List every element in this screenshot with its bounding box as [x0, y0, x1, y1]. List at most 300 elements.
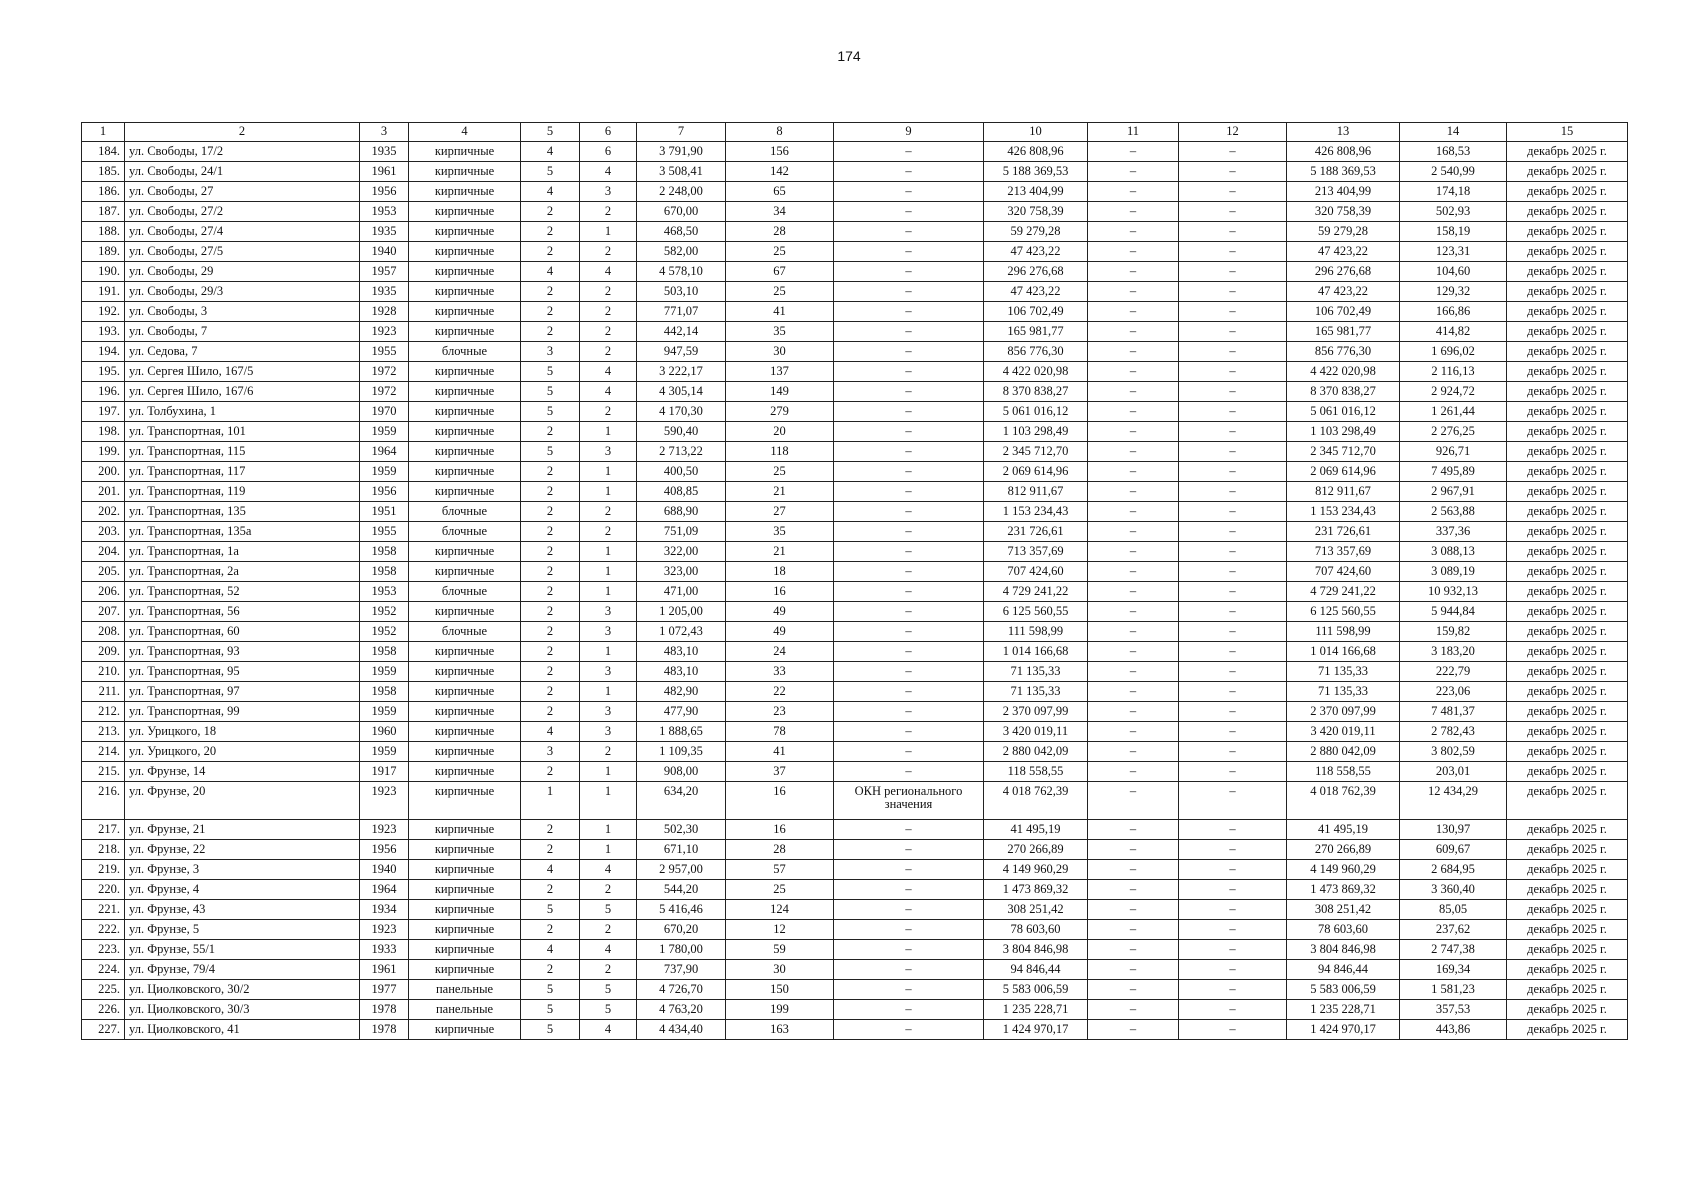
table-row	[82, 940, 1628, 960]
cell-cost-col-12: –	[1179, 202, 1287, 222]
cell-cost-col-12: –	[1179, 980, 1287, 1000]
cell-floors: 2	[521, 522, 580, 542]
cell-address: ул. Свободы, 27/5	[125, 242, 360, 262]
cell-address: ул. Фрунзе, 21	[125, 820, 360, 840]
column-header: 13	[1287, 123, 1400, 142]
table-row	[82, 900, 1628, 920]
table-row	[82, 542, 1628, 562]
column-header: 12	[1179, 123, 1287, 142]
cell-wall-material: кирпичные	[409, 840, 521, 860]
cell-cost-col-11: –	[1088, 940, 1179, 960]
cell-cost-col-11: –	[1088, 582, 1179, 602]
cell-cost-col-12: –	[1179, 162, 1287, 182]
column-header: 10	[984, 123, 1088, 142]
cell-entrances: 4	[580, 262, 637, 282]
table-row	[82, 1020, 1628, 1040]
cell-wall-material: кирпичные	[409, 1020, 521, 1040]
cell-floors: 2	[521, 302, 580, 322]
cell-entrances: 2	[580, 880, 637, 900]
cell-cost-per-unit: 3 088,13	[1400, 542, 1507, 562]
cell-address: ул. Циолковского, 30/2	[125, 980, 360, 1000]
cell-deadline: декабрь 2025 г.	[1507, 840, 1628, 860]
cell-area: 3 508,41	[637, 162, 726, 182]
cell-year-built: 1923	[360, 820, 409, 840]
column-header: 15	[1507, 123, 1628, 142]
cell-area: 4 305,14	[637, 382, 726, 402]
cell-heritage-status: –	[834, 602, 984, 622]
cell-year-built: 1952	[360, 622, 409, 642]
cell-area: 590,40	[637, 422, 726, 442]
cell-year-built: 1958	[360, 682, 409, 702]
cell-row-number: 218.	[82, 840, 125, 860]
cell-entrances: 5	[580, 900, 637, 920]
cell-row-number: 223.	[82, 940, 125, 960]
cell-year-built: 1935	[360, 222, 409, 242]
cell-entrances: 2	[580, 322, 637, 342]
cell-cost: 6 125 560,55	[984, 602, 1088, 622]
cell-row-number: 224.	[82, 960, 125, 980]
cell-cost: 78 603,60	[984, 920, 1088, 940]
cell-entrances: 1	[580, 782, 637, 820]
cell-deadline: декабрь 2025 г.	[1507, 642, 1628, 662]
cell-residents: 30	[726, 342, 834, 362]
cell-address: ул. Транспортная, 60	[125, 622, 360, 642]
cell-row-number: 206.	[82, 582, 125, 602]
cell-heritage-status: –	[834, 502, 984, 522]
cell-heritage-status: –	[834, 342, 984, 362]
cell-cost: 8 370 838,27	[984, 382, 1088, 402]
cell-floors: 2	[521, 840, 580, 860]
cell-cost-total: 111 598,99	[1287, 622, 1400, 642]
cell-address: ул. Циолковского, 30/3	[125, 1000, 360, 1020]
cell-year-built: 1961	[360, 162, 409, 182]
cell-wall-material: кирпичные	[409, 742, 521, 762]
cell-residents: 25	[726, 282, 834, 302]
cell-address: ул. Транспортная, 115	[125, 442, 360, 462]
cell-address: ул. Транспортная, 101	[125, 422, 360, 442]
cell-area: 323,00	[637, 562, 726, 582]
cell-area: 771,07	[637, 302, 726, 322]
cell-wall-material: кирпичные	[409, 702, 521, 722]
cell-heritage-status: –	[834, 162, 984, 182]
cell-area: 442,14	[637, 322, 726, 342]
cell-cost: 320 758,39	[984, 202, 1088, 222]
cell-cost: 1 014 166,68	[984, 642, 1088, 662]
cell-entrances: 1	[580, 482, 637, 502]
cell-cost: 2 370 097,99	[984, 702, 1088, 722]
cell-cost-total: 213 404,99	[1287, 182, 1400, 202]
cell-address: ул. Транспортная, 135а	[125, 522, 360, 542]
cell-year-built: 1978	[360, 1020, 409, 1040]
cell-address: ул. Свободы, 27/2	[125, 202, 360, 222]
cell-address: ул. Фрунзе, 55/1	[125, 940, 360, 960]
cell-cost-col-11: –	[1088, 960, 1179, 980]
cell-area: 908,00	[637, 762, 726, 782]
cell-cost: 2 345 712,70	[984, 442, 1088, 462]
cell-cost-col-11: –	[1088, 522, 1179, 542]
cell-residents: 16	[726, 782, 834, 820]
cell-residents: 41	[726, 742, 834, 762]
cell-cost-col-11: –	[1088, 282, 1179, 302]
cell-cost-col-12: –	[1179, 782, 1287, 820]
cell-cost-total: 41 495,19	[1287, 820, 1400, 840]
cell-wall-material: кирпичные	[409, 662, 521, 682]
cell-deadline: декабрь 2025 г.	[1507, 382, 1628, 402]
cell-address: ул. Транспортная, 2а	[125, 562, 360, 582]
cell-entrances: 4	[580, 162, 637, 182]
cell-cost-col-11: –	[1088, 222, 1179, 242]
cell-address: ул. Урицкого, 20	[125, 742, 360, 762]
cell-cost-per-unit: 3 183,20	[1400, 642, 1507, 662]
cell-deadline: декабрь 2025 г.	[1507, 662, 1628, 682]
cell-cost: 812 911,67	[984, 482, 1088, 502]
cell-row-number: 195.	[82, 362, 125, 382]
cell-cost-per-unit: 2 563,88	[1400, 502, 1507, 522]
cell-cost-total: 165 981,77	[1287, 322, 1400, 342]
cell-area: 947,59	[637, 342, 726, 362]
cell-entrances: 1	[580, 422, 637, 442]
cell-deadline: декабрь 2025 г.	[1507, 782, 1628, 820]
cell-wall-material: блочные	[409, 582, 521, 602]
cell-heritage-status: –	[834, 940, 984, 960]
cell-year-built: 1978	[360, 1000, 409, 1020]
cell-area: 2 713,22	[637, 442, 726, 462]
cell-cost: 1 103 298,49	[984, 422, 1088, 442]
cell-entrances: 2	[580, 242, 637, 262]
column-header: 1	[82, 123, 125, 142]
table-row	[82, 762, 1628, 782]
cell-year-built: 1972	[360, 382, 409, 402]
cell-wall-material: кирпичные	[409, 542, 521, 562]
cell-entrances: 2	[580, 342, 637, 362]
cell-residents: 25	[726, 880, 834, 900]
cell-heritage-status: –	[834, 182, 984, 202]
table-row	[82, 980, 1628, 1000]
cell-row-number: 190.	[82, 262, 125, 282]
cell-area: 1 205,00	[637, 602, 726, 622]
cell-address: ул. Транспортная, 135	[125, 502, 360, 522]
cell-wall-material: блочные	[409, 342, 521, 362]
cell-heritage-status: –	[834, 900, 984, 920]
cell-deadline: декабрь 2025 г.	[1507, 242, 1628, 262]
cell-address: ул. Свободы, 7	[125, 322, 360, 342]
cell-wall-material: панельные	[409, 1000, 521, 1020]
cell-deadline: декабрь 2025 г.	[1507, 940, 1628, 960]
cell-cost-col-11: –	[1088, 342, 1179, 362]
cell-wall-material: кирпичные	[409, 940, 521, 960]
cell-floors: 2	[521, 662, 580, 682]
cell-cost-total: 5 188 369,53	[1287, 162, 1400, 182]
cell-cost-total: 59 279,28	[1287, 222, 1400, 242]
cell-area: 477,90	[637, 702, 726, 722]
cell-residents: 78	[726, 722, 834, 742]
table-row	[82, 442, 1628, 462]
cell-year-built: 1970	[360, 402, 409, 422]
cell-year-built: 1940	[360, 860, 409, 880]
cell-year-built: 1972	[360, 362, 409, 382]
cell-floors: 4	[521, 182, 580, 202]
cell-heritage-status: –	[834, 262, 984, 282]
cell-residents: 16	[726, 820, 834, 840]
cell-cost-per-unit: 2 747,38	[1400, 940, 1507, 960]
cell-residents: 41	[726, 302, 834, 322]
cell-cost-col-11: –	[1088, 642, 1179, 662]
cell-cost-col-11: –	[1088, 302, 1179, 322]
cell-address: ул. Фрунзе, 3	[125, 860, 360, 880]
table-row	[82, 622, 1628, 642]
cell-floors: 2	[521, 202, 580, 222]
table-row	[82, 742, 1628, 762]
table-row	[82, 642, 1628, 662]
cell-cost-col-12: –	[1179, 362, 1287, 382]
table-row	[82, 262, 1628, 282]
cell-row-number: 189.	[82, 242, 125, 262]
cell-cost-total: 320 758,39	[1287, 202, 1400, 222]
cell-row-number: 215.	[82, 762, 125, 782]
cell-deadline: декабрь 2025 г.	[1507, 482, 1628, 502]
cell-floors: 5	[521, 1020, 580, 1040]
cell-residents: 67	[726, 262, 834, 282]
cell-cost-per-unit: 2 967,91	[1400, 482, 1507, 502]
cell-deadline: декабрь 2025 г.	[1507, 742, 1628, 762]
cell-area: 670,20	[637, 920, 726, 940]
cell-row-number: 227.	[82, 1020, 125, 1040]
cell-row-number: 216.	[82, 782, 125, 820]
cell-floors: 2	[521, 820, 580, 840]
cell-cost-total: 106 702,49	[1287, 302, 1400, 322]
cell-area: 688,90	[637, 502, 726, 522]
cell-cost: 713 357,69	[984, 542, 1088, 562]
cell-area: 471,00	[637, 582, 726, 602]
cell-year-built: 1956	[360, 182, 409, 202]
table-row	[82, 422, 1628, 442]
cell-row-number: 201.	[82, 482, 125, 502]
cell-cost-col-11: –	[1088, 262, 1179, 282]
cell-cost-per-unit: 222,79	[1400, 662, 1507, 682]
cell-deadline: декабрь 2025 г.	[1507, 522, 1628, 542]
cell-cost-per-unit: 414,82	[1400, 322, 1507, 342]
cell-cost: 165 981,77	[984, 322, 1088, 342]
cell-cost-total: 1 103 298,49	[1287, 422, 1400, 442]
cell-area: 4 434,40	[637, 1020, 726, 1040]
cell-wall-material: кирпичные	[409, 682, 521, 702]
cell-cost-col-11: –	[1088, 362, 1179, 382]
cell-cost-total: 71 135,33	[1287, 682, 1400, 702]
cell-wall-material: кирпичные	[409, 900, 521, 920]
cell-cost-per-unit: 7 495,89	[1400, 462, 1507, 482]
cell-cost-col-12: –	[1179, 900, 1287, 920]
cell-cost-per-unit: 2 684,95	[1400, 860, 1507, 880]
cell-year-built: 1923	[360, 782, 409, 820]
cell-area: 1 072,43	[637, 622, 726, 642]
cell-heritage-status: –	[834, 142, 984, 162]
cell-cost: 4 729 241,22	[984, 582, 1088, 602]
cell-heritage-status: –	[834, 722, 984, 742]
cell-heritage-status: –	[834, 840, 984, 860]
table-row	[82, 162, 1628, 182]
cell-cost-total: 6 125 560,55	[1287, 602, 1400, 622]
cell-deadline: декабрь 2025 г.	[1507, 362, 1628, 382]
cell-deadline: декабрь 2025 г.	[1507, 562, 1628, 582]
cell-residents: 12	[726, 920, 834, 940]
cell-cost-total: 707 424,60	[1287, 562, 1400, 582]
cell-entrances: 5	[580, 980, 637, 1000]
cell-cost-per-unit: 159,82	[1400, 622, 1507, 642]
cell-wall-material: кирпичные	[409, 282, 521, 302]
cell-cost-per-unit: 443,86	[1400, 1020, 1507, 1040]
cell-wall-material: кирпичные	[409, 402, 521, 422]
cell-year-built: 1953	[360, 582, 409, 602]
cell-address: ул. Фрунзе, 22	[125, 840, 360, 860]
cell-cost-total: 812 911,67	[1287, 482, 1400, 502]
cell-cost-total: 2 880 042,09	[1287, 742, 1400, 762]
cell-cost: 118 558,55	[984, 762, 1088, 782]
cell-year-built: 1959	[360, 662, 409, 682]
cell-year-built: 1964	[360, 880, 409, 900]
cell-entrances: 2	[580, 282, 637, 302]
cell-floors: 4	[521, 860, 580, 880]
cell-address: ул. Транспортная, 1а	[125, 542, 360, 562]
cell-floors: 4	[521, 940, 580, 960]
cell-cost-col-12: –	[1179, 880, 1287, 900]
cell-entrances: 2	[580, 502, 637, 522]
cell-deadline: декабрь 2025 г.	[1507, 142, 1628, 162]
cell-floors: 5	[521, 162, 580, 182]
cell-address: ул. Сергея Шило, 167/6	[125, 382, 360, 402]
cell-area: 1 109,35	[637, 742, 726, 762]
cell-wall-material: кирпичные	[409, 242, 521, 262]
cell-cost-total: 270 266,89	[1287, 840, 1400, 860]
cell-wall-material: кирпичные	[409, 820, 521, 840]
cell-area: 502,30	[637, 820, 726, 840]
cell-wall-material: кирпичные	[409, 422, 521, 442]
table-row	[82, 960, 1628, 980]
cell-residents: 279	[726, 402, 834, 422]
cell-area: 671,10	[637, 840, 726, 860]
cell-year-built: 1951	[360, 502, 409, 522]
cell-wall-material: кирпичные	[409, 782, 521, 820]
housing-register-table	[81, 122, 1628, 1040]
cell-year-built: 1917	[360, 762, 409, 782]
cell-cost-col-12: –	[1179, 582, 1287, 602]
cell-cost-per-unit: 104,60	[1400, 262, 1507, 282]
cell-cost-total: 308 251,42	[1287, 900, 1400, 920]
cell-residents: 35	[726, 522, 834, 542]
table-row	[82, 562, 1628, 582]
cell-heritage-status: –	[834, 662, 984, 682]
table-row	[82, 282, 1628, 302]
cell-wall-material: кирпичные	[409, 722, 521, 742]
cell-area: 582,00	[637, 242, 726, 262]
cell-cost: 296 276,68	[984, 262, 1088, 282]
cell-cost-per-unit: 1 261,44	[1400, 402, 1507, 422]
cell-deadline: декабрь 2025 г.	[1507, 282, 1628, 302]
cell-year-built: 1935	[360, 282, 409, 302]
cell-cost-col-12: –	[1179, 722, 1287, 742]
cell-deadline: декабрь 2025 г.	[1507, 702, 1628, 722]
cell-cost: 2 069 614,96	[984, 462, 1088, 482]
cell-cost-col-11: –	[1088, 722, 1179, 742]
table-row	[82, 702, 1628, 722]
cell-residents: 49	[726, 602, 834, 622]
cell-area: 482,90	[637, 682, 726, 702]
cell-cost-col-11: –	[1088, 840, 1179, 860]
cell-floors: 4	[521, 262, 580, 282]
cell-cost: 426 808,96	[984, 142, 1088, 162]
cell-deadline: декабрь 2025 г.	[1507, 880, 1628, 900]
cell-floors: 2	[521, 602, 580, 622]
cell-deadline: декабрь 2025 г.	[1507, 1020, 1628, 1040]
cell-residents: 23	[726, 702, 834, 722]
cell-row-number: 213.	[82, 722, 125, 742]
cell-floors: 2	[521, 582, 580, 602]
cell-floors: 2	[521, 222, 580, 242]
cell-cost-col-12: –	[1179, 142, 1287, 162]
cell-entrances: 2	[580, 920, 637, 940]
table-row	[82, 402, 1628, 422]
cell-row-number: 221.	[82, 900, 125, 920]
cell-entrances: 4	[580, 362, 637, 382]
cell-address: ул. Толбухина, 1	[125, 402, 360, 422]
cell-cost-col-12: –	[1179, 840, 1287, 860]
cell-wall-material: блочные	[409, 502, 521, 522]
cell-address: ул. Фрунзе, 43	[125, 900, 360, 920]
cell-row-number: 196.	[82, 382, 125, 402]
cell-year-built: 1940	[360, 242, 409, 262]
cell-deadline: декабрь 2025 г.	[1507, 302, 1628, 322]
cell-entrances: 6	[580, 142, 637, 162]
cell-cost-col-11: –	[1088, 1000, 1179, 1020]
cell-cost: 106 702,49	[984, 302, 1088, 322]
cell-wall-material: кирпичные	[409, 142, 521, 162]
cell-cost: 707 424,60	[984, 562, 1088, 582]
cell-deadline: декабрь 2025 г.	[1507, 202, 1628, 222]
cell-residents: 18	[726, 562, 834, 582]
cell-wall-material: кирпичные	[409, 462, 521, 482]
cell-cost-col-11: –	[1088, 622, 1179, 642]
cell-cost-col-12: –	[1179, 382, 1287, 402]
cell-cost-total: 71 135,33	[1287, 662, 1400, 682]
cell-row-number: 199.	[82, 442, 125, 462]
cell-cost-col-12: –	[1179, 602, 1287, 622]
cell-heritage-status: –	[834, 462, 984, 482]
table-row	[82, 662, 1628, 682]
cell-heritage-status: –	[834, 382, 984, 402]
cell-cost: 3 804 846,98	[984, 940, 1088, 960]
column-header: 8	[726, 123, 834, 142]
cell-floors: 5	[521, 980, 580, 1000]
cell-residents: 142	[726, 162, 834, 182]
cell-heritage-status: –	[834, 860, 984, 880]
cell-row-number: 205.	[82, 562, 125, 582]
cell-area: 4 763,20	[637, 1000, 726, 1020]
cell-year-built: 1933	[360, 940, 409, 960]
cell-cost-total: 78 603,60	[1287, 920, 1400, 940]
cell-wall-material: кирпичные	[409, 482, 521, 502]
cell-residents: 149	[726, 382, 834, 402]
cell-wall-material: кирпичные	[409, 362, 521, 382]
cell-cost-total: 856 776,30	[1287, 342, 1400, 362]
cell-cost: 4 422 020,98	[984, 362, 1088, 382]
cell-cost-col-11: –	[1088, 742, 1179, 762]
cell-cost-col-11: –	[1088, 502, 1179, 522]
cell-entrances: 1	[580, 222, 637, 242]
cell-floors: 2	[521, 960, 580, 980]
cell-heritage-status: –	[834, 820, 984, 840]
cell-cost-col-11: –	[1088, 142, 1179, 162]
cell-residents: 37	[726, 762, 834, 782]
cell-row-number: 198.	[82, 422, 125, 442]
